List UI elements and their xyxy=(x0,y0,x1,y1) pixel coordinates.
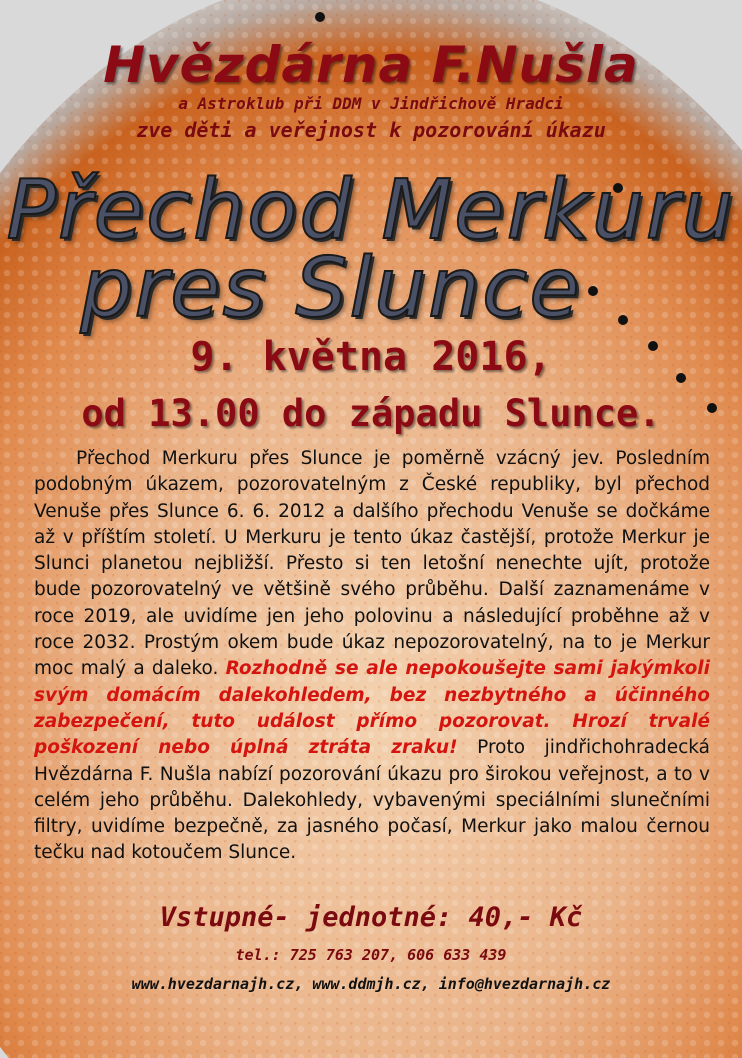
mercury-dot xyxy=(315,12,325,22)
body-text-intro: Přechod Merkuru přes Slunce je poměrně vzácný jev. Posledním podobným úkazem, pozorovatelným z České republiky, byl přechod Venuše přes Slunce 6. 6. 2012 a dalšího přechodu Venuše se dočkáme až v příštím století. U Merkuru je tento úkaz častější, protože Merkur je Slunci planetou nejbližší. Přesto si ten letošní nenechte ujít, protože bude pozorovatelný ve většině svého průběhu. Další zaznamenáme v roce 2019, ale uvidíme jen jeho polovinu a následující proběhne až v roce 2032. Prostým okem bude úkaz nepozorovatelný, na to je Merkur moc malý a daleko. xyxy=(34,448,710,680)
observatory-title: Hvězdárna F.Nušla xyxy=(103,36,639,94)
headline-line-1: Přechod Merkuru xyxy=(6,163,736,258)
event-time: od 13.00 do západu Slunce. xyxy=(81,392,661,435)
safety-warning: Rozhodně se ale nepokoušejte sami jakýmkoli svým domácím dalekohledem, bez nezbytného a účinného zabezpečení, tuto událost přímo pozorovat. Hrozí trvalé poškození nebo úplná ztráta zraku! xyxy=(34,658,710,759)
event-date: 9. května 2016, xyxy=(190,334,552,380)
body-text xyxy=(34,446,710,867)
invitation-subtitle: zve děti a veřejnost k pozorování úkazu xyxy=(136,118,606,142)
astroclub-subtitle: a Astroklub při DDM v Jindřichově Hradci xyxy=(178,94,564,113)
admission-price: Vstupné- jednotné: 40,- Kč xyxy=(159,902,583,933)
body-text-offer: Proto jindřichohradecká Hvězdárna F. Nušla nabízí pozorování úkazu pro širokou veřejnost, a to v celém jeho průběhu. Dalekohledy, vybavenými speciálními slunečními filtry, uvidíme bezpečně, za jasného počasí, Merkur jako malou černou tečku nad kotoučem Slunce. xyxy=(34,737,710,864)
web-and-email: www.hvezdarnajh.cz, www.ddmjh.cz, info@hvezdarnajh.cz xyxy=(131,975,611,993)
headline-line-2: pres Slunce xyxy=(80,241,582,336)
phone-numbers: tel.: 725 763 207, 606 633 439 xyxy=(235,946,507,964)
